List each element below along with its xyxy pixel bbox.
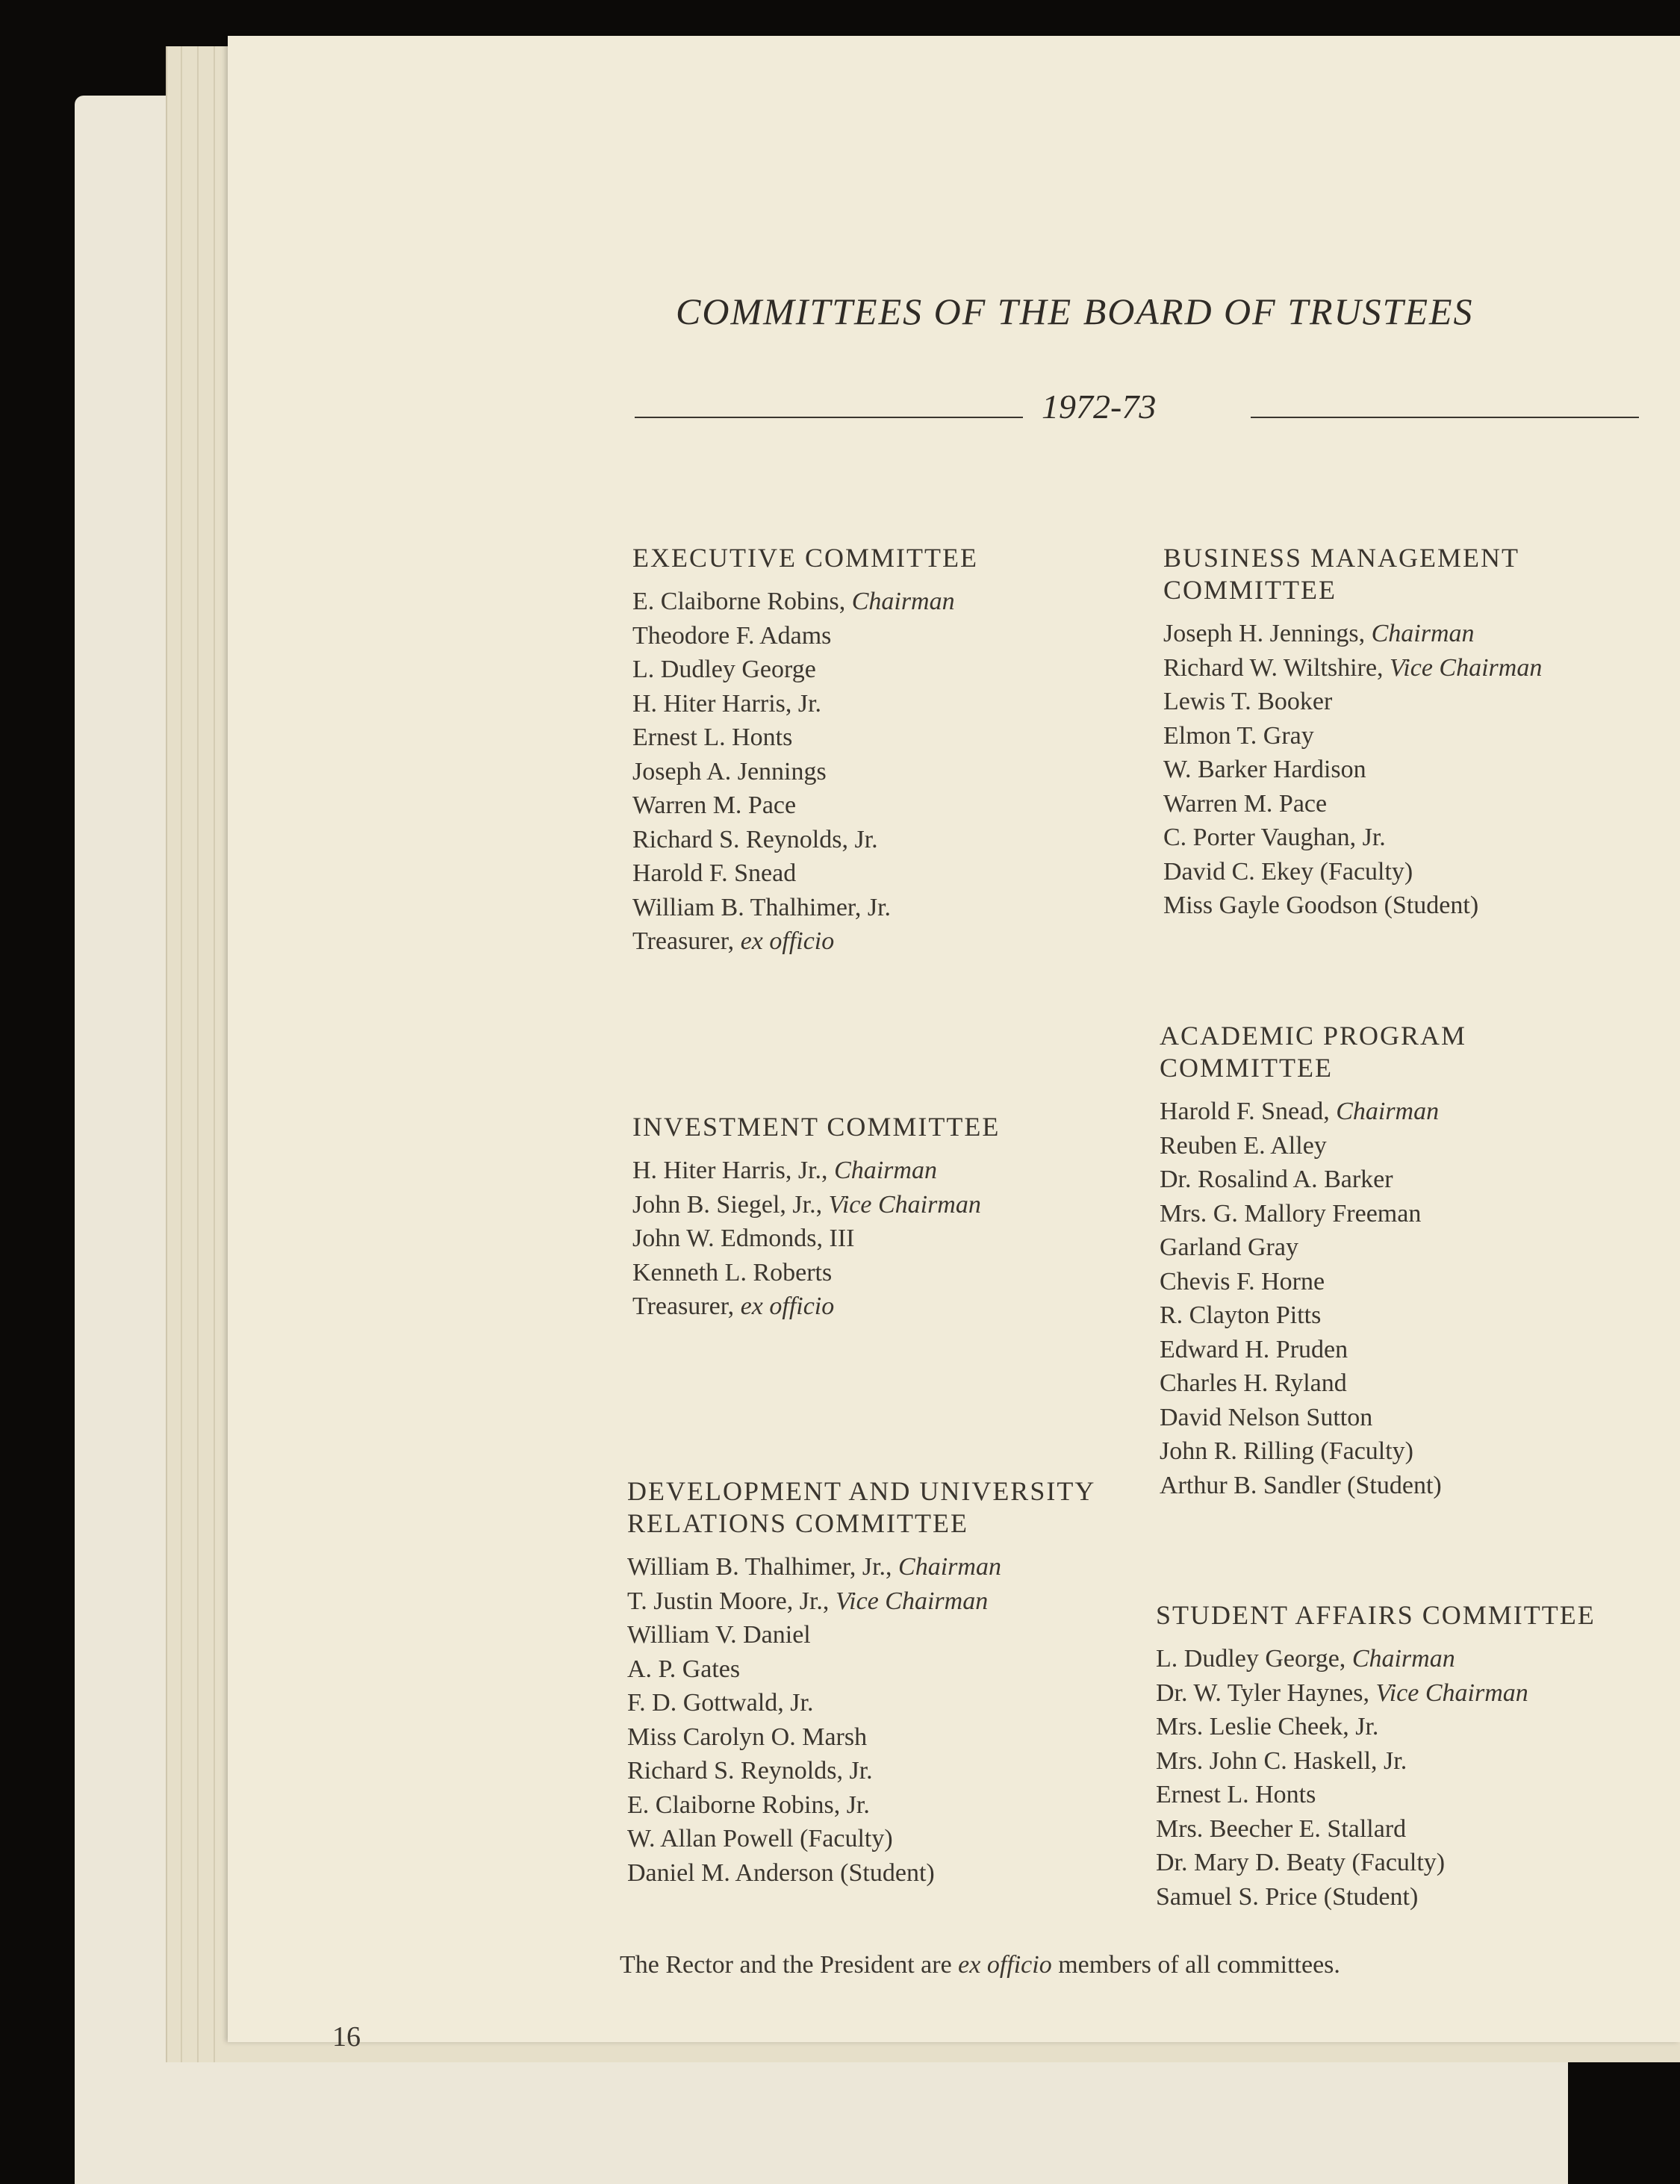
member-item (632, 687, 978, 721)
member-name: Daniel M. Anderson (Student) (627, 1858, 935, 1887)
business-management-committee (1163, 542, 1542, 923)
member-item (632, 823, 978, 857)
divider-right (1251, 417, 1639, 418)
member-item (1160, 1401, 1466, 1435)
committee-title-line: ACADEMIC PROGRAM (1160, 1021, 1467, 1051)
member-name: William V. Daniel (627, 1621, 811, 1649)
member-item (632, 1256, 1000, 1290)
member-name: W. Barker Hardison (1163, 756, 1366, 783)
member-name: F. D. Gottwald, Jr. (627, 1689, 814, 1717)
member-item (1156, 1710, 1596, 1744)
member-item (1163, 787, 1542, 821)
member-item (1160, 1298, 1466, 1333)
member-item (632, 755, 978, 789)
page-edge (214, 46, 215, 2062)
member-name: David Nelson Sutton (1160, 1403, 1373, 1431)
member-name: W. Allan Powell (Faculty) (627, 1825, 893, 1852)
member-name: Dr. W. Tyler Haynes, (1156, 1679, 1376, 1707)
member-name: Edward H. Pruden (1160, 1335, 1348, 1363)
committee-title-line: BUSINESS MANAGEMENT (1163, 543, 1520, 573)
member-item (632, 788, 978, 823)
member-name: Dr. Rosalind A. Barker (1160, 1166, 1393, 1193)
page-title: COMMITTEES OF THE BOARD OF TRUSTEES (676, 290, 1474, 332)
divider-left (635, 417, 1023, 418)
member-name: Mrs. Leslie Cheek, Jr. (1156, 1713, 1379, 1740)
committee-title: EXECUTIVE COMMITTEE (632, 543, 978, 573)
member-name: Theodore F. Adams (632, 621, 832, 650)
member-item (1160, 1129, 1466, 1163)
member-item (627, 1822, 1095, 1856)
member-item (627, 1856, 1095, 1891)
member-role: Vice Chairman (1375, 1679, 1528, 1707)
member-item (1163, 685, 1542, 719)
member-item (632, 1188, 1000, 1222)
member-name: H. Hiter Harris, Jr. (632, 689, 822, 718)
footnote-emphasis: ex officio (958, 1951, 1052, 1979)
member-item (632, 721, 978, 755)
academic-program-committee (1160, 1020, 1466, 1502)
member-name: Lewis T. Booker (1163, 688, 1333, 715)
member-item (627, 1550, 1095, 1584)
member-name: Joseph H. Jennings, (1163, 620, 1372, 647)
committee-title: INVESTMENT COMMITTEE (632, 1112, 1001, 1142)
page-edge (197, 46, 199, 2062)
member-item (632, 653, 978, 687)
committee-title-line: DEVELOPMENT AND UNIVERSITY (627, 1476, 1096, 1506)
member-item (1163, 889, 1542, 923)
member-item (632, 891, 978, 925)
member-name: R. Clayton Pitts (1160, 1301, 1322, 1329)
member-name: A. P. Gates (627, 1655, 741, 1683)
member-item (1160, 1095, 1466, 1129)
member-item (627, 1618, 1095, 1652)
member-list (627, 1550, 1095, 1890)
footnote-text: members of all committees. (1051, 1951, 1340, 1979)
member-item (1163, 821, 1542, 855)
member-name: Richard S. Reynolds, Jr. (627, 1757, 873, 1785)
year-label: 1972-73 (1042, 388, 1157, 426)
member-role: ex officio (740, 1292, 835, 1320)
student-affairs-committee (1156, 1599, 1596, 1914)
member-name: Garland Gray (1160, 1233, 1298, 1261)
member-name: T. Justin Moore, Jr., (627, 1587, 836, 1615)
member-list (632, 1154, 1000, 1324)
member-item (1160, 1366, 1466, 1401)
member-name: H. Hiter Harris, Jr., (632, 1157, 835, 1184)
member-name: Elmon T. Gray (1163, 721, 1314, 750)
member-item (627, 1686, 1095, 1720)
member-name: Kenneth L. Roberts (632, 1258, 833, 1287)
member-role: Chairman (851, 588, 955, 615)
member-name: Mrs. Beecher E. Stallard (1156, 1814, 1407, 1843)
member-name: Chevis F. Horne (1160, 1267, 1325, 1295)
member-name: William B. Thalhimer, Jr. (632, 893, 892, 921)
member-list (1160, 1095, 1466, 1502)
member-name: Richard S. Reynolds, Jr. (632, 825, 878, 853)
member-item (632, 585, 978, 619)
member-role: Chairman (834, 1157, 937, 1184)
member-item (1160, 1434, 1466, 1469)
member-name: Warren M. Pace (632, 791, 797, 819)
member-list (1163, 617, 1542, 923)
member-item (1156, 1846, 1596, 1880)
committee-title (1163, 542, 1542, 606)
committee-title-line: COMMITTEE (1163, 575, 1337, 605)
member-name: Warren M. Pace (1163, 789, 1328, 818)
member-name: Mrs. John C. Haskell, Jr. (1156, 1746, 1407, 1775)
member-role: Vice Chairman (828, 1190, 981, 1219)
member-item (627, 1652, 1095, 1687)
member-name: Treasurer, (632, 927, 741, 955)
member-role: Chairman (1351, 1645, 1455, 1673)
member-name: John B. Siegel, Jr., (632, 1190, 829, 1219)
committee-title (1160, 1020, 1466, 1084)
committee-title-line: RELATIONS COMMITTEE (627, 1508, 968, 1538)
year-row (635, 387, 1628, 439)
member-item (627, 1720, 1095, 1755)
member-name: L. Dudley George, (1156, 1645, 1352, 1673)
committee-title-line: COMMITTEE (1160, 1053, 1333, 1083)
member-name: E. Claiborne Robins, Jr. (627, 1791, 870, 1819)
member-item (1160, 1333, 1466, 1367)
footnote-text: The Rector and the President are (620, 1951, 959, 1979)
member-name: William B. Thalhimer, Jr., (627, 1553, 899, 1581)
member-name: Dr. Mary D. Beaty (Faculty) (1156, 1849, 1446, 1876)
member-name: C. Porter Vaughan, Jr. (1163, 824, 1386, 851)
member-name: Charles H. Ryland (1160, 1369, 1347, 1397)
member-item (1160, 1469, 1466, 1503)
member-item (1163, 855, 1542, 889)
member-name: Miss Gayle Goodson (Student) (1163, 892, 1479, 919)
member-item (1160, 1265, 1466, 1299)
member-item (627, 1754, 1095, 1788)
document-page (228, 36, 1680, 2053)
member-name: Ernest L. Honts (632, 724, 793, 751)
member-name: Miss Carolyn O. Marsh (627, 1723, 868, 1751)
member-item (1160, 1231, 1466, 1265)
member-item (632, 619, 978, 653)
member-item (1156, 1642, 1596, 1676)
member-item (1160, 1197, 1466, 1231)
member-name: L. Dudley George (632, 656, 816, 683)
member-name: Harold F. Snead (632, 859, 797, 887)
member-item (632, 1222, 1000, 1256)
member-role: Chairman (898, 1553, 1001, 1581)
member-name: Treasurer, (632, 1292, 741, 1320)
footnote (620, 1951, 1340, 1979)
member-item (632, 1154, 1000, 1188)
member-name: David C. Ekey (Faculty) (1163, 857, 1413, 886)
member-list (632, 585, 978, 959)
member-item (632, 924, 978, 959)
member-name: Samuel S. Price (Student) (1156, 1882, 1419, 1911)
executive-committee (632, 542, 978, 959)
member-item (1156, 1744, 1596, 1779)
member-item (1163, 617, 1542, 651)
member-item (632, 1289, 1000, 1324)
member-list (1156, 1642, 1596, 1914)
development-committee (627, 1475, 1095, 1890)
member-role: Vice Chairman (835, 1587, 989, 1615)
member-item (1163, 651, 1542, 685)
member-name: Harold F. Snead, (1160, 1098, 1337, 1125)
member-name: Arthur B. Sandler (Student) (1160, 1471, 1442, 1499)
member-role: Vice Chairman (1390, 653, 1543, 682)
page-edge (181, 46, 182, 2062)
member-name: John R. Rilling (Faculty) (1160, 1437, 1413, 1465)
member-role: ex officio (740, 927, 835, 955)
member-item (1163, 753, 1542, 787)
member-item (1156, 1880, 1596, 1914)
member-name: Ernest L. Honts (1156, 1781, 1316, 1808)
member-name: Mrs. G. Mallory Freeman (1160, 1199, 1422, 1228)
member-name: Richard W. Wiltshire, (1163, 653, 1390, 682)
member-role: Chairman (1371, 620, 1475, 647)
member-name: Joseph A. Jennings (632, 757, 827, 785)
member-item (1160, 1163, 1466, 1197)
member-item (632, 856, 978, 891)
committee-title (627, 1475, 1095, 1540)
page-number: 16 (332, 2021, 361, 2053)
member-item (627, 1788, 1095, 1823)
member-name: John W. Edmonds, III (632, 1225, 855, 1252)
member-name: Reuben E. Alley (1160, 1131, 1327, 1160)
member-item (627, 1584, 1095, 1619)
member-name: E. Claiborne Robins, (632, 588, 852, 615)
investment-committee (632, 1111, 1000, 1324)
member-item (1156, 1812, 1596, 1847)
member-item (1156, 1676, 1596, 1711)
member-item (1163, 719, 1542, 753)
member-role: Chairman (1336, 1098, 1440, 1125)
committee-title: STUDENT AFFAIRS COMMITTEE (1156, 1600, 1596, 1630)
member-item (1156, 1778, 1596, 1812)
